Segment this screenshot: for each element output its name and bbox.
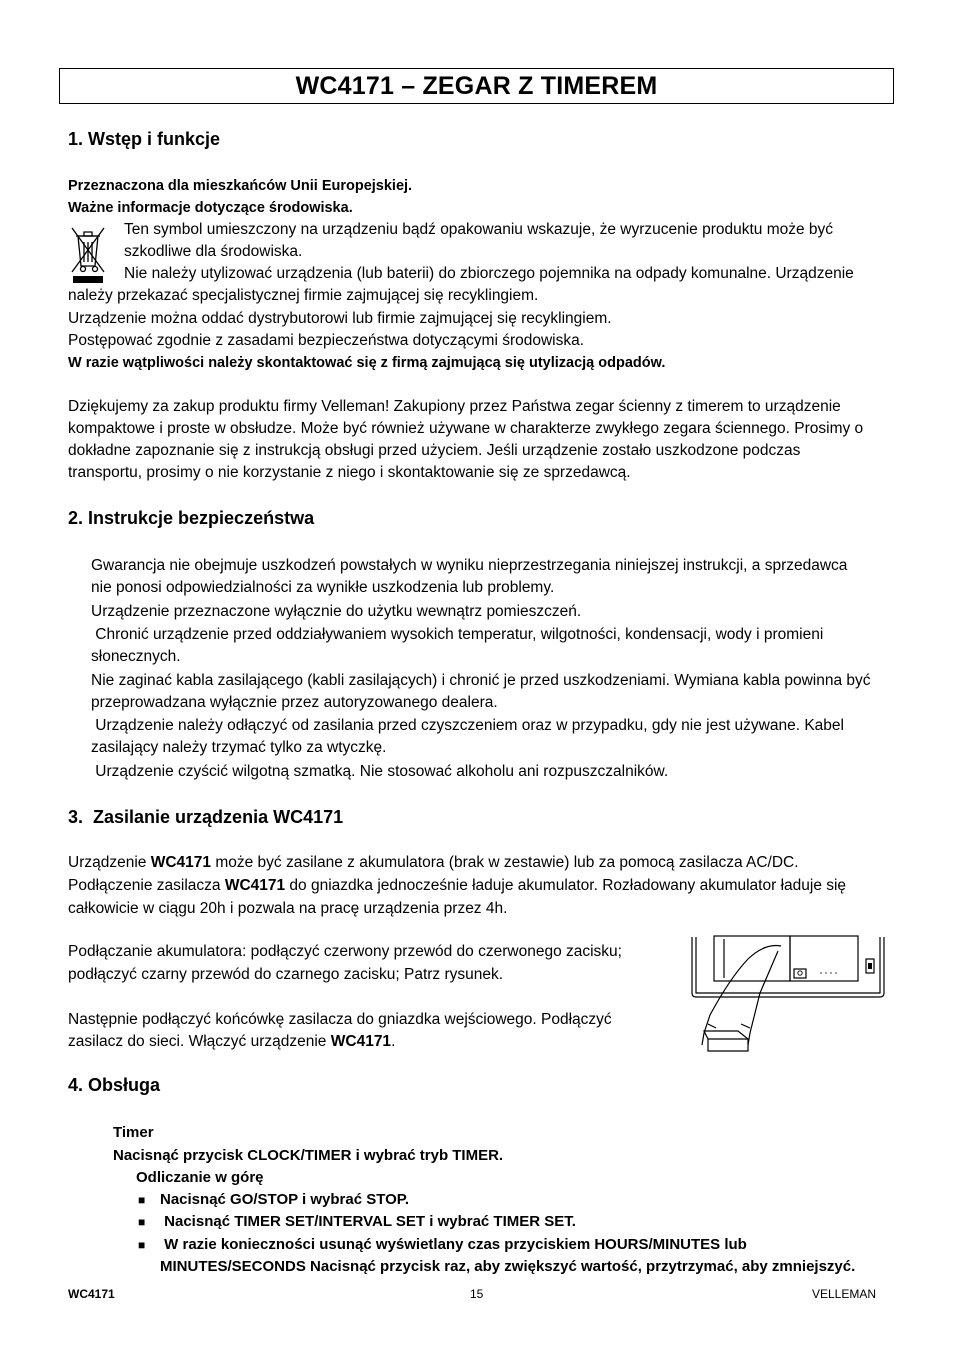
safety-line-3: Urządzenie przeznaczone wyłącznie do użytku wewnątrz pomieszczeń. [91,603,582,620]
bullet-icon: ■ [138,1215,146,1229]
footer-model: WC4171 [68,1287,115,1301]
intro-line-4: transportu, prosimy o nie korzystanie z niego i skontaktowanie się ze sprzedawcą. [68,464,631,481]
symbol-line-2: szkodliwe dla środowiska. [124,243,303,260]
safety-line-2: nie ponosi odpowiedzialności za wynikłe uszkodzenia lub problemy. [91,579,555,596]
env-info-heading: Ważne informacje dotyczące środowiska. [68,200,353,216]
clock-timer-instruction: Nacisnąć przycisk CLOCK/TIMER i wybrać tryb TIMER. [113,1147,504,1164]
bullet-icon: ■ [138,1193,146,1207]
safety-line-5: słonecznych. [91,648,181,665]
safety-line-1: Gwarancja nie obejmuje uszkodzeń powstałych w wyniku nieprzestrzegania niniejszej instrukcji, a sprzedawca [91,557,848,574]
footer-brand: VELLEMAN [812,1287,877,1301]
battery-line-2: podłączyć czarny przewód do czarnego zacisku; Patrz rysunek. [68,966,504,983]
list-item: ■ W razie konieczności usunąć wyświetlany czas przyciskiem HOURS/MINUTES lub [138,1234,747,1256]
adapter-line-1: Następnie podłączyć końcówkę zasilacza do gniazdka wejściowego. Podłączyć [68,1011,612,1028]
intro-line-3: dokładne zapoznanie się z instrukcją obsługi przed użyciem. Jeśli urządzenie zostało uszkodzone podczas [68,442,801,459]
list-item: ■ Nacisnąć GO/STOP i wybrać STOP. [138,1189,409,1211]
safety-line-9: zasilający należy trzymać tylko za wtyczkę. [91,739,387,756]
list-item-continuation: MINUTES/SECONDS Nacisnąć przycisk raz, aby zwiększyć wartość, przytrzymać, aby zmniejszyć. [160,1258,856,1275]
symbol-line-1: Ten symbol umieszczony na urządzeniu bądź opakowaniu wskazuje, że wyrzucenie produktu może być [124,221,834,238]
intro-line-1: Dziękujemy za zakup produktu firmy Velleman! Zakupiony przez Państwa zegar ścienny z timerem to urządzenie [68,398,841,415]
section-1-heading: 1. Wstęp i funkcje [68,129,221,149]
weee-bin-icon [70,222,106,284]
power-line-3: całkowicie w ciągu 20h i pozwala na pracę urządzenia przez 4h. [68,900,508,917]
count-up-heading: Odliczanie w górę [136,1169,264,1186]
list-item: ■ Nacisnąć TIMER SET/INTERVAL SET i wybrać TIMER SET. [138,1211,576,1233]
title-box [59,68,894,104]
power-line-1: Urządzenie WC4171 może być zasilane z akumulatora (brak w zestawie) lub za pomocą zasilacza AC/DC. [68,854,799,871]
safety-line-7: przeprowadzana wyłącznie przez autoryzowanego dealera. [91,694,498,711]
safety-line-4: Chronić urządzenie przed oddziaływaniem wysokich temperatur, wilgotności, kondensacji, wody i promieni [91,626,824,643]
battery-line-1: Podłączanie akumulatora: podłączyć czerwony przewód do czerwonego zacisku; [68,943,622,960]
adapter-line-2: zasilacz do sieci. Włączyć urządzenie WC4171. [68,1033,396,1050]
safety-line-8: Urządzenie należy odłączyć od zasilania przed czyszczeniem oraz w przypadku, gdy nie jest używane. Kabel [91,717,844,734]
section-4-heading: 4. Obsługa [68,1075,161,1095]
safety-line-6: Nie zaginać kabla zasilającego (kabli zasilających) i chronić je przed uszkodzeniami. Wymiana kabla powinna być [91,672,871,689]
footer-page-number: 15 [470,1287,484,1301]
safety-line-10: Urządzenie czyścić wilgotną szmatką. Nie stosować alkoholu ani rozpuszczalników. [91,763,669,780]
battery-connection-diagram [690,933,886,1055]
section-2-heading: 2. Instrukcje bezpieczeństwa [68,508,315,528]
symbol-line-6: Postępować zgodnie z zasadami bezpieczeństwa dotyczącymi środowiska. [68,332,585,349]
power-line-2: Podłączenie zasilacza WC4171 do gniazdka jednocześnie ładuje akumulator. Rozładowany akumulator ładuje się [68,877,847,894]
bullet-icon: ■ [138,1238,146,1252]
section-3-heading: 3. Zasilanie urządzenia WC4171 [68,807,344,827]
page-title: WC4171 – ZEGAR Z TIMEREM [295,71,658,100]
doubt-note: W razie wątpliwości należy skontaktować się z firmą zajmującą się utylizacją odpadów. [68,355,666,371]
intro-line-2: kompaktowe i proste w obsłudze. Może być również używane w charakterze zwykłego zegara ściennego. Prosimy o [68,420,864,437]
timer-heading: Timer [113,1124,154,1141]
symbol-line-4: należy przekazać specjalistycznej firmie zajmującej się recyklingiem. [68,287,539,304]
eu-residents-note: Przeznaczona dla mieszkańców Unii Europejskiej. [68,178,413,194]
symbol-line-5: Urządzenie można oddać dystrybutorowi lub firmie zajmującej się recyklingiem. [68,310,612,327]
symbol-line-3: Nie należy utylizować urządzenia (lub baterii) do zbiorczego pojemnika na odpady komunalne. Urządzenie [124,265,854,282]
